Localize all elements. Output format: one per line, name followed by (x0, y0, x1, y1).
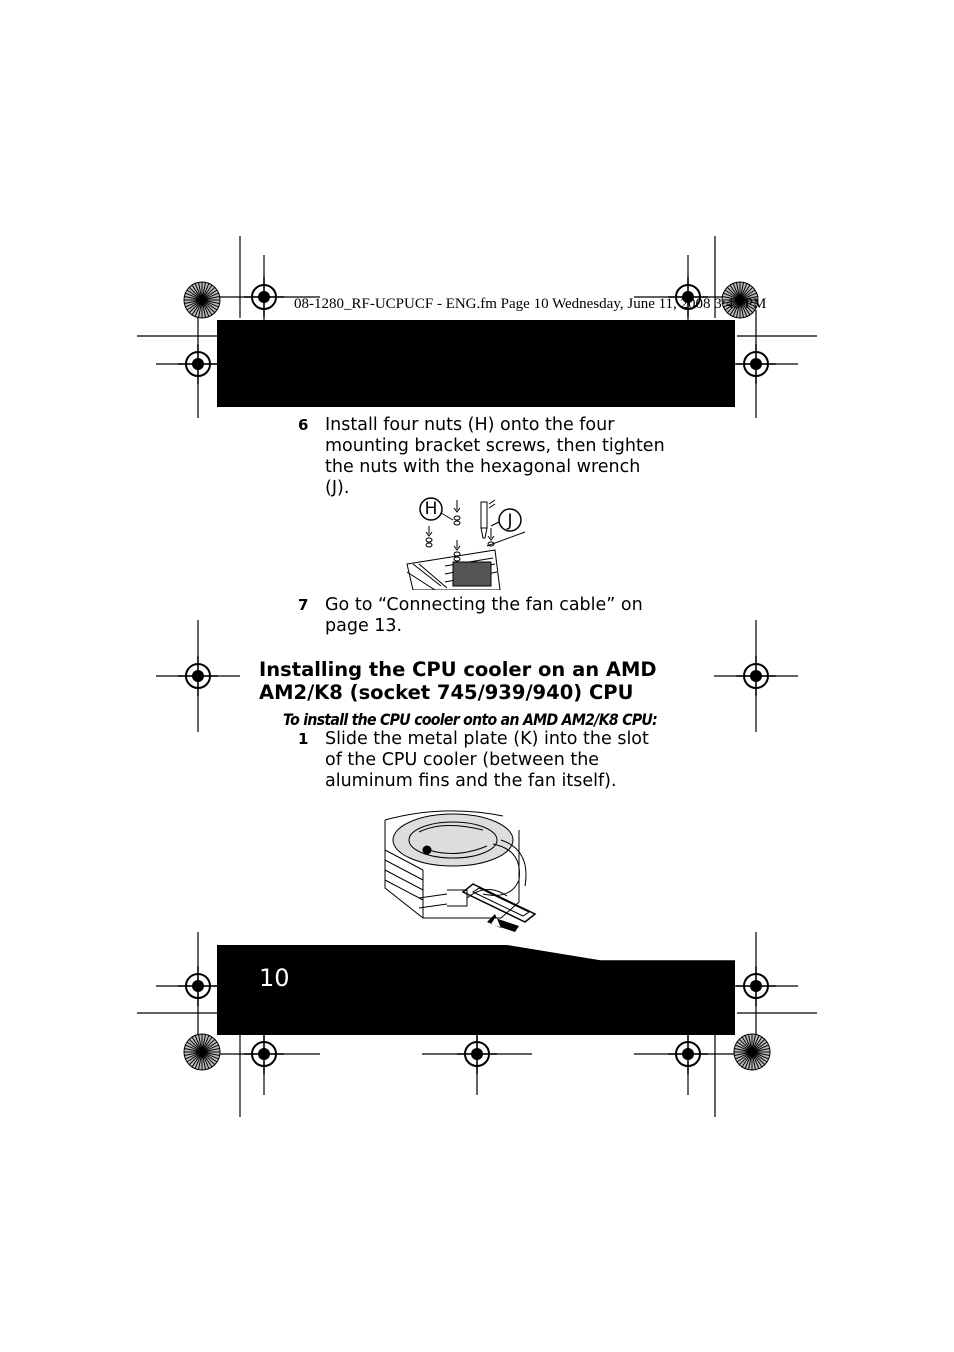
procedure-subtitle: To install the CPU cooler onto an AMD AM2/K8 CPU: (283, 710, 658, 729)
label-h: H (424, 499, 438, 519)
section-title: Installing the CPU cooler on an AMD AM2/K8 (socket 745/939/940) CPU (259, 658, 657, 704)
header-band (217, 320, 735, 407)
step-text: Slide the metal plate (K) into the slot of the CPU cooler (between the aluminum fins and the fan itself). (325, 729, 649, 791)
step-number: 7 (298, 596, 309, 614)
step-number: 1 (298, 730, 309, 748)
file-slug-line: 08-1280_RF-UCPUCF - ENG.fm Page 10 Wednesday, June 11, 2008 3:43 PM (294, 296, 767, 312)
label-j: J (507, 511, 513, 531)
step-number: 6 (298, 416, 309, 434)
step-text: Install four nuts (H) onto the four mounting bracket screws, then tighten the nuts with the hexagonal wrench (J). (325, 415, 665, 498)
cpu-cooler-plate-illustration (383, 810, 538, 932)
nuts-wrench-illustration (405, 492, 530, 590)
page-number: 10 (259, 964, 290, 992)
step-text: Go to “Connecting the fan cable” on page 13. (325, 595, 643, 636)
